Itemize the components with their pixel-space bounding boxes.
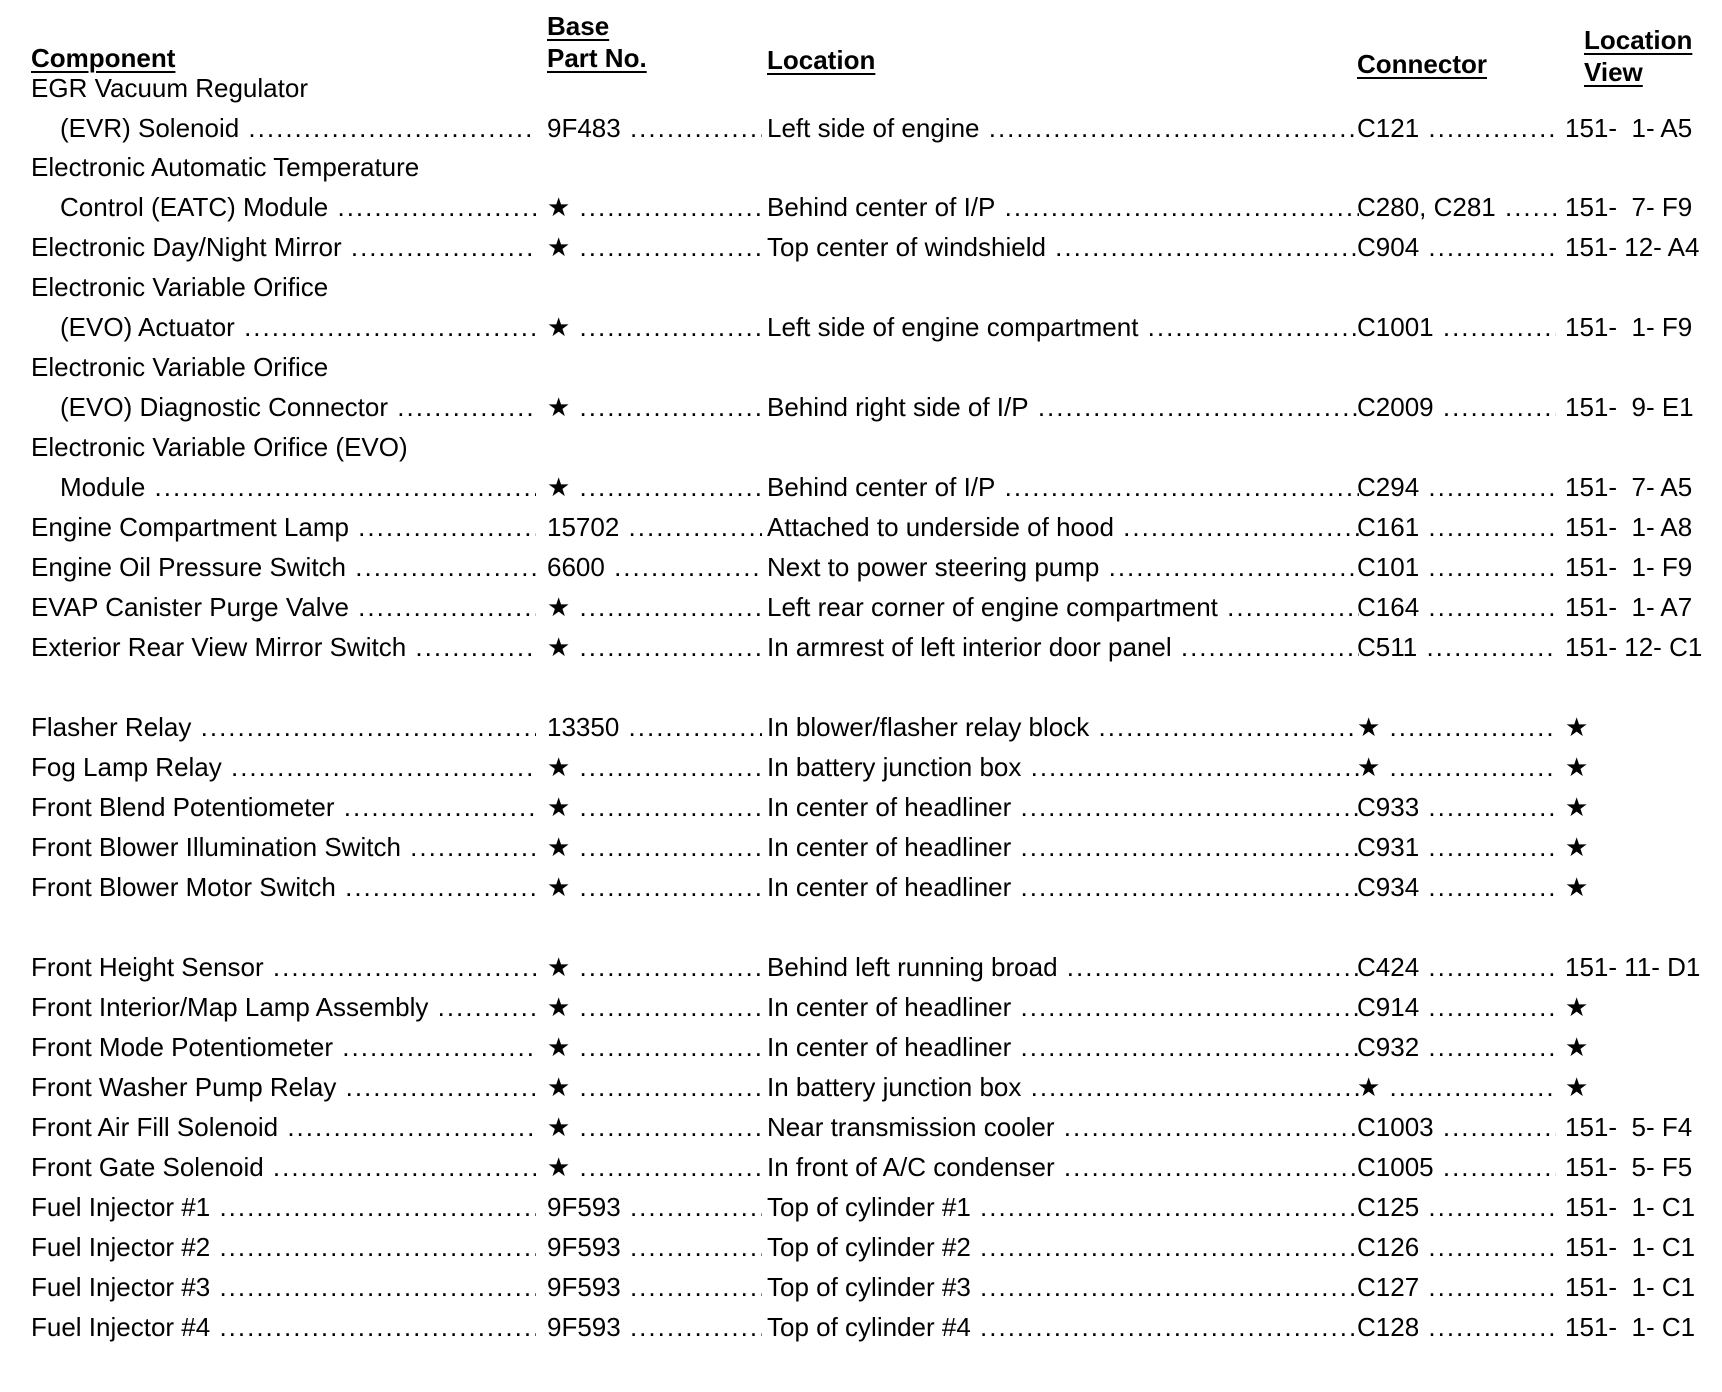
header-connector-text: Connector — [1357, 49, 1487, 79]
table-row — [0, 1307, 1722, 1347]
base-part-number: ★ ..... — [547, 787, 762, 827]
location-view: 151- 1- A8 — [1565, 512, 1693, 542]
location-view: ★ — [1565, 1032, 1589, 1062]
base-part-number: ★ ..... — [547, 747, 762, 787]
component-name: Electronic Automatic Temperature — [31, 152, 420, 182]
connector-id: C934 ..... — [1357, 867, 1556, 907]
base-part-number: 13350 ..... — [547, 707, 762, 747]
table-row — [0, 1027, 1722, 1067]
connector-id: C1003 ..... — [1357, 1107, 1556, 1147]
base-part-number: ★ ..... — [547, 227, 762, 267]
component-name: Fog Lamp Relay ..... — [31, 747, 536, 787]
header-location-text: Location — [767, 45, 876, 75]
location-text: Behind left running broad ..... — [767, 947, 1359, 987]
table-row — [0, 467, 1722, 507]
connector-id: ★ ..... — [1357, 1067, 1556, 1107]
location-text: Left rear corner of engine compartment ..... — [767, 587, 1359, 627]
table-row — [0, 108, 1722, 148]
table-row — [0, 187, 1722, 227]
table-row — [0, 1067, 1722, 1107]
component-name: Fuel Injector #3 ..... — [31, 1267, 536, 1307]
base-part-number: 9F593 ..... — [547, 1187, 762, 1227]
location-view: ★ — [1565, 1072, 1589, 1102]
component-name: Front Blower Illumination Switch ..... — [31, 827, 536, 867]
base-part-number: ★ ..... — [547, 587, 762, 627]
component-name: Front Mode Potentiometer ..... — [31, 1027, 536, 1067]
table-row — [0, 547, 1722, 587]
location-view: 151- 12- C1 — [1565, 632, 1703, 662]
component-name: Fuel Injector #1 ..... — [31, 1187, 536, 1227]
table-row — [0, 387, 1722, 427]
component-name: Electronic Variable Orifice — [31, 352, 329, 382]
base-part-number: ★ ..... — [547, 1027, 762, 1067]
connector-id: C1001 ..... — [1357, 307, 1556, 347]
base-part-number: ★ ..... — [547, 987, 762, 1027]
location-text: In front of A/C condenser ..... — [767, 1147, 1359, 1187]
component-name: Front Interior/Map Lamp Assembly ..... — [31, 987, 536, 1027]
component-name: Front Height Sensor ..... — [31, 947, 536, 987]
location-text: Next to power steering pump ..... — [767, 547, 1359, 587]
component-name: Electronic Day/Night Mirror ..... — [31, 227, 536, 267]
base-part-number: ★ ..... — [547, 867, 762, 907]
base-part-number: ★ ..... — [547, 387, 762, 427]
location-view: 151- 1- C1 — [1565, 1232, 1696, 1262]
location-text: In center of headliner ..... — [767, 827, 1359, 867]
component-name: Control (EATC) Module ..... — [60, 187, 536, 227]
location-text: In battery junction box ..... — [767, 1067, 1359, 1107]
connector-id: C280, C281 ..... — [1357, 187, 1556, 227]
location-text: In battery junction box ..... — [767, 747, 1359, 787]
component-name: (EVR) Solenoid ..... — [60, 108, 536, 148]
component-name: Engine Oil Pressure Switch ..... — [31, 547, 536, 587]
location-text: Attached to underside of hood ..... — [767, 507, 1359, 547]
base-part-number: ★ ..... — [547, 1147, 762, 1187]
connector-id: C914 ..... — [1357, 987, 1556, 1027]
table-row — [0, 427, 1722, 467]
base-part-number: ★ ..... — [547, 627, 762, 667]
connector-id: C161 ..... — [1357, 507, 1556, 547]
connector-id: C933 ..... — [1357, 787, 1556, 827]
component-name: Module ..... — [60, 467, 536, 507]
connector-id: C126 ..... — [1357, 1227, 1556, 1267]
connector-id: C932 ..... — [1357, 1027, 1556, 1067]
location-text: In center of headliner ..... — [767, 987, 1359, 1027]
connector-id: ★ ..... — [1357, 707, 1556, 747]
table-row — [0, 947, 1722, 987]
location-view: ★ — [1565, 752, 1589, 782]
location-view: ★ — [1565, 992, 1589, 1022]
table-row — [0, 507, 1722, 547]
base-part-number: 9F593 ..... — [547, 1227, 762, 1267]
location-view: 151- 1- F9 — [1565, 552, 1693, 582]
location-view: 151- 1- C1 — [1565, 1272, 1696, 1302]
component-name: Exterior Rear View Mirror Switch ..... — [31, 627, 536, 667]
connector-id: C127 ..... — [1357, 1267, 1556, 1307]
table-row — [0, 707, 1722, 747]
location-view: 151- 5- F5 — [1565, 1152, 1693, 1182]
location-view: 151- 11- D1 — [1565, 952, 1701, 982]
table-row — [0, 347, 1722, 387]
base-part-number: ★ ..... — [547, 1107, 762, 1147]
base-part-number: 15702 ..... — [547, 507, 762, 547]
component-name: EGR Vacuum Regulator — [31, 73, 308, 103]
table-row — [0, 1227, 1722, 1267]
connector-id: C101 ..... — [1357, 547, 1556, 587]
component-name: (EVO) Diagnostic Connector ..... — [60, 387, 536, 427]
location-view: 151- 5- F4 — [1565, 1112, 1693, 1142]
location-view: 151- 9- E1 — [1565, 392, 1694, 422]
component-name: Engine Compartment Lamp ..... — [31, 507, 536, 547]
component-name: Electronic Variable Orifice — [31, 272, 329, 302]
component-name: Front Blower Motor Switch ..... — [31, 867, 536, 907]
location-text: In center of headliner ..... — [767, 787, 1359, 827]
location-view: 151- 1- A7 — [1565, 592, 1693, 622]
location-view: 151- 1- C1 — [1565, 1312, 1696, 1342]
table-row — [0, 1267, 1722, 1307]
component-name: Front Blend Potentiometer ..... — [31, 787, 536, 827]
base-part-number: ★ ..... — [547, 947, 762, 987]
base-part-number: ★ ..... — [547, 307, 762, 347]
table-row — [0, 627, 1722, 667]
base-part-number: 6600 ..... — [547, 547, 762, 587]
table-row — [0, 867, 1722, 907]
table-row — [0, 227, 1722, 267]
header-location-view-line1: Location — [1584, 25, 1693, 55]
base-part-number: ★ ..... — [547, 827, 762, 867]
table-row — [0, 307, 1722, 347]
connector-id: C511 ..... — [1357, 627, 1556, 667]
connector-id: C128 ..... — [1357, 1307, 1556, 1347]
table-row — [0, 747, 1722, 787]
location-text: Top of cylinder #3 ..... — [767, 1267, 1359, 1307]
base-part-number: ★ ..... — [547, 467, 762, 507]
header-base-part-line2: Part No. — [547, 43, 647, 73]
table-row — [0, 987, 1722, 1027]
connector-id: C904 ..... — [1357, 227, 1556, 267]
location-view: ★ — [1565, 872, 1589, 902]
base-part-number: ★ ..... — [547, 1067, 762, 1107]
table-row — [0, 147, 1722, 187]
connector-id: C2009 ..... — [1357, 387, 1556, 427]
component-name: Fuel Injector #4 ..... — [31, 1307, 536, 1347]
location-view: ★ — [1565, 792, 1589, 822]
location-text: Behind center of I/P ..... — [767, 187, 1359, 227]
location-view: 151- 1- A5 — [1565, 113, 1693, 143]
location-text: Behind right side of I/P ..... — [767, 387, 1359, 427]
component-name: Fuel Injector #2 ..... — [31, 1227, 536, 1267]
base-part-number: 9F593 ..... — [547, 1267, 762, 1307]
location-view: 151- 1- F9 — [1565, 312, 1693, 342]
header-location-view-line2: View — [1584, 57, 1643, 87]
table-row — [0, 1187, 1722, 1227]
table-row — [0, 1107, 1722, 1147]
location-text: Left side of engine ..... — [767, 108, 1359, 148]
connector-id: C294 ..... — [1357, 467, 1556, 507]
location-text: Top of cylinder #1 ..... — [767, 1187, 1359, 1227]
location-view: ★ — [1565, 712, 1589, 742]
location-text: In armrest of left interior door panel ..... — [767, 627, 1359, 667]
location-text: Top of cylinder #2 ..... — [767, 1227, 1359, 1267]
base-part-number: 9F593 ..... — [547, 1307, 762, 1347]
location-text: Behind center of I/P ..... — [767, 467, 1359, 507]
table-row — [0, 1147, 1722, 1187]
component-name: Flasher Relay ..... — [31, 707, 536, 747]
connector-id: C164 ..... — [1357, 587, 1556, 627]
table-row — [0, 787, 1722, 827]
location-view: ★ — [1565, 832, 1589, 862]
base-part-number: 9F483 ..... — [547, 108, 762, 148]
location-text: Near transmission cooler ..... — [767, 1107, 1359, 1147]
location-view: 151- 7- F9 — [1565, 192, 1693, 222]
component-name: (EVO) Actuator ..... — [60, 307, 536, 347]
connector-id: C1005 ..... — [1357, 1147, 1556, 1187]
table-row — [0, 68, 1722, 108]
table-row — [0, 267, 1722, 307]
location-text: In blower/flasher relay block ..... — [767, 707, 1359, 747]
connector-id: C125 ..... — [1357, 1187, 1556, 1227]
component-name: Front Air Fill Solenoid ..... — [31, 1107, 536, 1147]
table-row — [0, 587, 1722, 627]
component-name: EVAP Canister Purge Valve ..... — [31, 587, 536, 627]
table-row — [0, 827, 1722, 867]
connector-id: C424 ..... — [1357, 947, 1556, 987]
location-view: 151- 1- C1 — [1565, 1192, 1696, 1222]
location-text: Left side of engine compartment ..... — [767, 307, 1359, 347]
location-view: 151- 12- A4 — [1565, 232, 1700, 262]
connector-id: C931 ..... — [1357, 827, 1556, 867]
connector-id: ★ ..... — [1357, 747, 1556, 787]
connector-id: C121 ..... — [1357, 108, 1556, 148]
location-text: In center of headliner ..... — [767, 1027, 1359, 1067]
location-text: Top of cylinder #4 ..... — [767, 1307, 1359, 1347]
header-base-part-line1: Base — [547, 11, 610, 41]
component-name: Front Gate Solenoid ..... — [31, 1147, 536, 1187]
location-text: In center of headliner ..... — [767, 867, 1359, 907]
header-component-text: Component — [31, 43, 176, 73]
component-name: Front Washer Pump Relay ..... — [31, 1067, 536, 1107]
location-view: 151- 7- A5 — [1565, 472, 1693, 502]
location-text: Top center of windshield ..... — [767, 227, 1359, 267]
component-name: Electronic Variable Orifice (EVO) — [31, 432, 408, 462]
base-part-number: ★ ..... — [547, 187, 762, 227]
